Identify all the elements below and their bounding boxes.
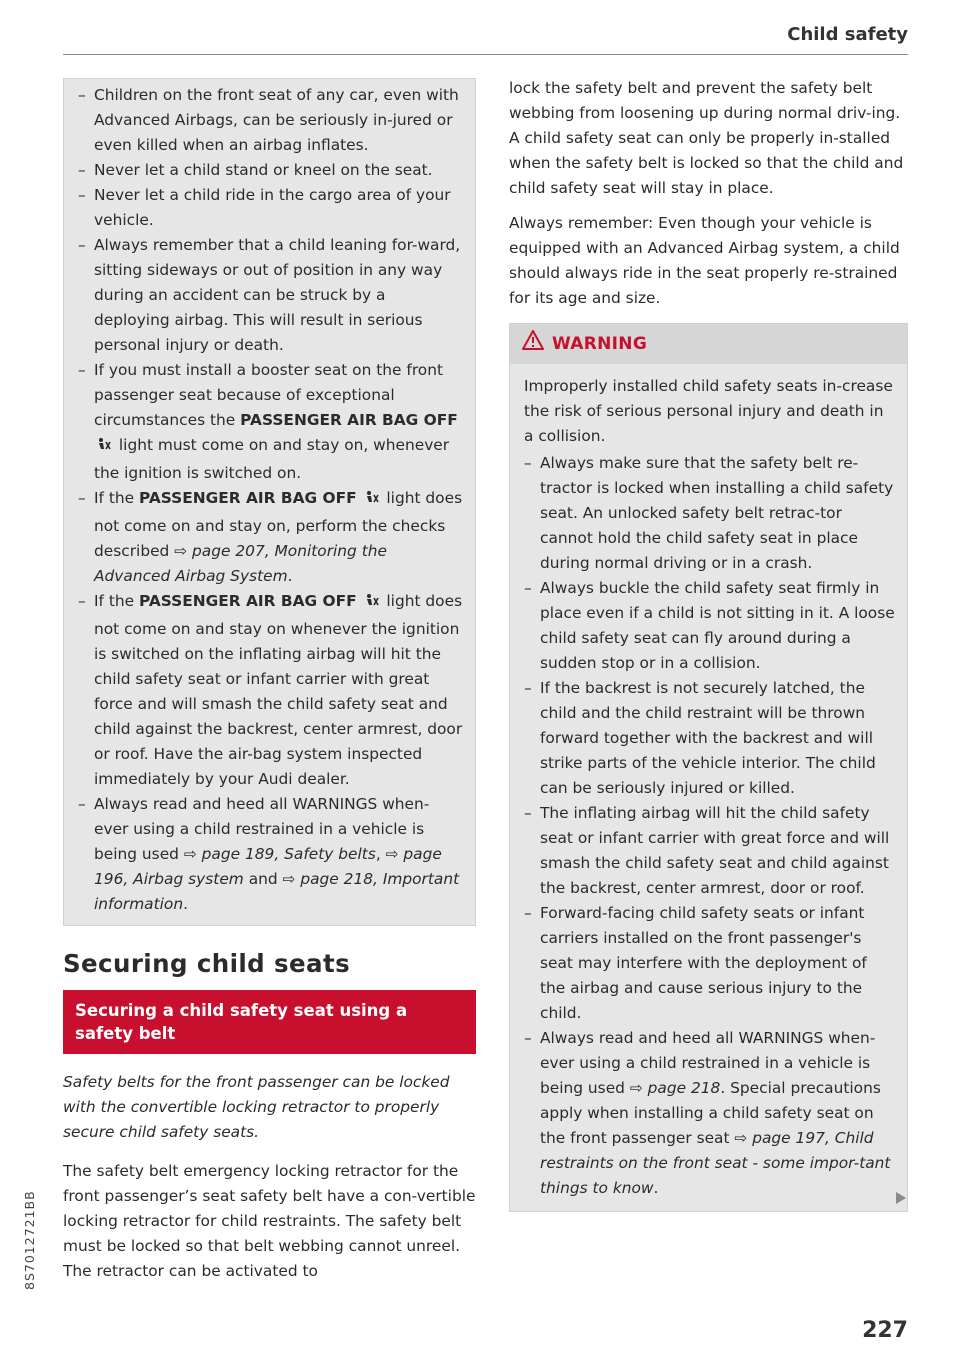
header-section-title: Child safety — [787, 24, 908, 45]
list-item: – Always read and heed all WARNINGS when-ever using a child restrained in a vehicle is being used ⇨ page 189, Safety belts, ⇨ page 196, Airbag system and ⇨ page 218, Important information. — [78, 792, 463, 917]
body-paragraph: lock the safety belt and prevent the safety belt webbing from loosening up during normal driv-ing. A child safety seat can only be properly in-stalled when the safety belt is locked so that the child and child safety seat will stay in place. — [509, 79, 904, 197]
page-reference-link[interactable]: ⇨ page 218, Important information — [94, 870, 460, 913]
warning-box — [509, 323, 908, 1212]
list-item: – Always buckle the child safety seat firmly in place even if a child is not sitting in it. A loose child safety seat can fly around during a sudden stop or in a collision. — [524, 576, 895, 676]
list-item: – Forward-facing child safety seats or infant carriers installed on the front passenger's seat may interfere with the deployment of the airbag and cause serious injury to the child. — [524, 901, 895, 1026]
page-reference-link[interactable]: ⇨ page 207, Monitoring the Advanced Airbag System — [94, 542, 387, 585]
warning-header — [510, 324, 907, 364]
list-item: – Always make sure that the safety belt re-tractor is locked when installing a child safety seat. An unlocked safety belt retrac-tor cannot hold the child safety seat in place during normal driving or in a crash. — [524, 451, 895, 576]
right-column — [509, 76, 908, 1212]
list-item: – If the backrest is not securely latched, the child and the child restraint will be thrown forward together with the backrest and will strike parts of the vehicle interior. The child can be seriously injured or killed. — [524, 676, 895, 801]
list-item: – If you must install a booster seat on the front passenger seat because of exceptional circumstances the PASSENGER AIR BAG OFF light must come on and stay on, whenever the ignition is switched on. — [78, 358, 463, 486]
page-reference-link[interactable]: ⇨ page 197, Child restraints on the front seat - some impor-tant things to know — [540, 1129, 891, 1197]
header-rule — [63, 54, 908, 55]
list-item: – Never let a child ride in the cargo area of your vehicle. — [78, 183, 463, 233]
warning-list — [78, 83, 463, 917]
passenger-airbag-off-icon — [364, 489, 380, 514]
warning-body — [510, 364, 907, 1211]
body-paragraph: Always remember: Even though your vehicle is equipped with an Advanced Airbag system, a child should always ride in the seat properly re-strained for its age and size. — [509, 214, 900, 307]
page-number: 227 — [862, 1318, 908, 1343]
page-reference-link[interactable]: ⇨ page 196, Airbag system — [94, 845, 442, 888]
document-code: 8S7012721BB — [22, 1190, 37, 1290]
warning-lead: Improperly installed child safety seats in-crease the risk of serious personal injury and death in a collision. — [524, 377, 893, 445]
warning-triangle-icon — [522, 330, 552, 358]
list-item: – Always remember that a child leaning for-ward, sitting sideways or out of position in any way during an accident can be struck by a deploying airbag. This will result in serious personal injury or death. — [78, 233, 463, 358]
page-reference-link[interactable]: ⇨ page 218 — [629, 1079, 721, 1097]
indicator-label: PASSENGER AIR BAG OFF — [240, 411, 458, 429]
section-heading: Securing child seats — [63, 949, 351, 978]
passenger-airbag-off-icon — [96, 436, 112, 461]
warning-list — [524, 451, 895, 1201]
list-item: – Never let a child stand or kneel on the seat. — [78, 158, 463, 183]
warning-continuation-box — [63, 78, 476, 926]
intro-text: Safety belts for the front passenger can be locked with the convertible locking retractor to properly secure child safety seats. — [63, 1073, 450, 1141]
list-item: – If the PASSENGER AIR BAG OFF light does not come on and stay on, perform the checks described ⇨ page 207, Monitoring the Advanced Airbag System. — [78, 486, 463, 589]
continue-arrow-icon — [894, 1190, 908, 1209]
page-reference-link[interactable]: ⇨ page 189, Safety belts — [183, 845, 376, 863]
list-item: – If the PASSENGER AIR BAG OFF light does not come on and stay on whenever the ignition is switched on the inflating airbag will hit the child safety seat or infant carrier with great force and will smash the child safety seat and child against the backrest, center armrest, door or roof. Have the air-bag system inspected immediately by your Audi dealer. — [78, 589, 463, 792]
list-item: – Always read and heed all WARNINGS when-ever using a child restrained in a vehicle is being used ⇨ page 218. Special precautions apply when installing a child safety seat on the front passenger seat ⇨ page 197, Child restraints on the front seat - some impor-tant things to know. — [524, 1026, 895, 1201]
indicator-label: PASSENGER AIR BAG OFF — [139, 489, 357, 507]
passenger-airbag-off-icon — [364, 592, 380, 617]
list-item: – Children on the front seat of any car, even with Advanced Airbags, can be seriously in-jured or even killed when an airbag inflates. — [78, 83, 463, 158]
list-item: – The inflating airbag will hit the child safety seat or infant carrier with great force and will smash the child safety seat and child against the backrest, center armrest, door or roof. — [524, 801, 895, 901]
subsection-heading-bar: Securing a child safety seat using a safety belt — [63, 990, 476, 1054]
warning-title: WARNING — [552, 333, 648, 354]
body-paragraph: The safety belt emergency locking retractor for the front passenger’s seat safety belt have a con-vertible locking retractor for child restraints. The safety belt must be locked so that belt webbing cannot unreel. The retractor can be activated to — [63, 1162, 476, 1280]
left-column — [63, 78, 476, 1294]
indicator-label: PASSENGER AIR BAG OFF — [139, 592, 357, 610]
